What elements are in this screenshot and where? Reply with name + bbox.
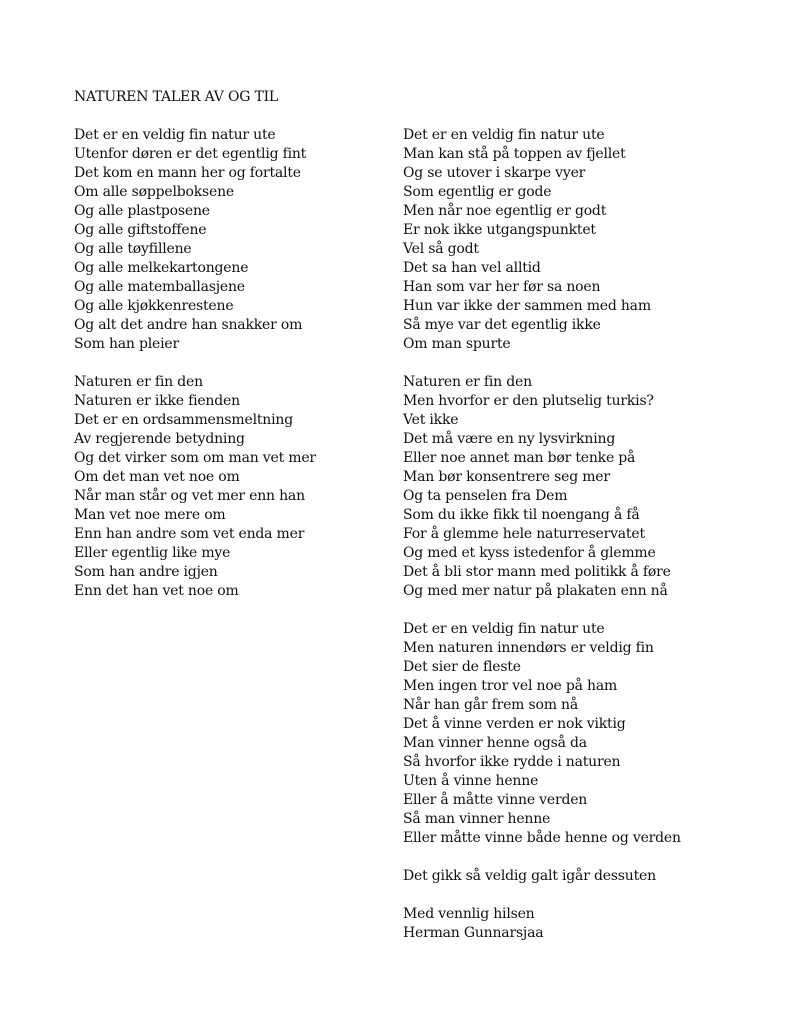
poem-line: For å glemme hele naturreservatet	[403, 526, 645, 542]
poem-line: Det å bli stor mann med politikk å føre	[403, 564, 671, 580]
left-column	[74, 126, 384, 620]
poem-line: Man bør konsentrere seg mer	[403, 469, 610, 485]
poem-line: Som han andre igjen	[74, 564, 218, 580]
poem-line: Er nok ikke utgangspunktet	[403, 222, 596, 238]
poem-line: Det sier de fleste	[403, 659, 521, 675]
poem-line: Enn det han vet noe om	[74, 583, 239, 599]
poem-line: Når han går frem som nå	[403, 697, 579, 713]
poem-line: Og alle kjøkkenrestene	[74, 298, 234, 314]
poem-line: Det må være en ny lysvirkning	[403, 431, 616, 447]
poem-line: Og alle plastposene	[74, 203, 210, 219]
right-stanza	[403, 867, 733, 886]
poem-line: Det gikk så veldig galt igår dessuten	[403, 868, 656, 884]
right-column	[403, 126, 733, 962]
poem-line: Som egentlig er gode	[403, 184, 552, 200]
poem-line: Om det man vet noe om	[74, 469, 240, 485]
poem-line: Med vennlig hilsen	[403, 906, 535, 922]
poem-line: Men hvorfor er den plutselig turkis?	[403, 393, 654, 409]
poem-title: NATUREN TALER AV OG TIL	[74, 89, 279, 105]
left-stanza	[74, 373, 384, 601]
right-stanza	[403, 373, 733, 601]
right-stanza	[403, 126, 733, 354]
poem-line: Og se utover i skarpe vyer	[403, 165, 586, 181]
poem-line: Man vinner henne også da	[403, 735, 587, 751]
poem-line: Enn han andre som vet enda mer	[74, 526, 305, 542]
poem-line: Og ta penselen fra Dem	[403, 488, 568, 504]
poem-line: Av regjerende betydning	[74, 431, 245, 447]
poem-line: Og alle tøyfillene	[74, 241, 192, 257]
poem-line: Det er en veldig fin natur ute	[403, 127, 605, 143]
poem-line: Vet ikke	[403, 412, 459, 428]
poem-line: Om alle søppelboksene	[74, 184, 234, 200]
poem-line: Det å vinne verden er nok viktig	[403, 716, 626, 732]
poem-line: Som du ikke fikk til noengang å få	[403, 507, 640, 523]
poem-line: Og alt det andre han snakker om	[74, 317, 303, 333]
poem-line: Så mye var det egentlig ikke	[403, 317, 601, 333]
poem-line: Eller å måtte vinne verden	[403, 792, 588, 808]
poem-line: Og det virker som om man vet mer	[74, 450, 316, 466]
poem-line: Det er en veldig fin natur ute	[403, 621, 605, 637]
poem-line: Og med mer natur på plakaten enn nå	[403, 583, 668, 599]
right-stanza	[403, 905, 733, 943]
poem-line: Om man spurte	[403, 336, 511, 352]
poem-line: Naturen er fin den	[74, 374, 203, 390]
poem-line: Så man vinner henne	[403, 811, 551, 827]
right-stanza	[403, 620, 733, 848]
poem-line: Men ingen tror vel noe på ham	[403, 678, 618, 694]
poem-line: Det sa han vel alltid	[403, 260, 541, 276]
poem-line: Naturen er ikke fienden	[74, 393, 240, 409]
poem-line: Man kan stå på toppen av fjellet	[403, 146, 626, 162]
poem-line: Vel så godt	[403, 241, 479, 257]
poem-line: Eller måtte vinne både henne og verden	[403, 830, 681, 846]
poem-line: Utenfor døren er det egentlig fint	[74, 146, 307, 162]
poem-line: Hun var ikke der sammen med ham	[403, 298, 651, 314]
poem-line: Herman Gunnarsjaa	[403, 925, 544, 941]
poem-line: Naturen er fin den	[403, 374, 532, 390]
poem-line: Som han pleier	[74, 336, 179, 352]
poem-line: Det er en veldig fin natur ute	[74, 127, 276, 143]
poem-line: Det kom en mann her og fortalte	[74, 165, 301, 181]
poem-line: Og alle matemballasjene	[74, 279, 245, 295]
poem-line: Så hvorfor ikke rydde i naturen	[403, 754, 621, 770]
poem-line: Og med et kyss istedenfor å glemme	[403, 545, 656, 561]
left-stanza	[74, 126, 384, 354]
poem-line: Og alle melkekartongene	[74, 260, 249, 276]
poem-line: Det er en ordsammensmeltning	[74, 412, 293, 428]
poem-line: Uten å vinne henne	[403, 773, 539, 789]
poem-line: Han som var her før sa noen	[403, 279, 601, 295]
poem-line: Og alle giftstoffene	[74, 222, 207, 238]
poem-line: Man vet noe mere om	[74, 507, 226, 523]
poem-line: Men naturen innendørs er veldig fin	[403, 640, 654, 656]
poem-line: Men når noe egentlig er godt	[403, 203, 607, 219]
poem-line: Når man står og vet mer enn han	[74, 488, 305, 504]
poem-line: Eller noe annet man bør tenke på	[403, 450, 636, 466]
poem-line: Eller egentlig like mye	[74, 545, 231, 561]
